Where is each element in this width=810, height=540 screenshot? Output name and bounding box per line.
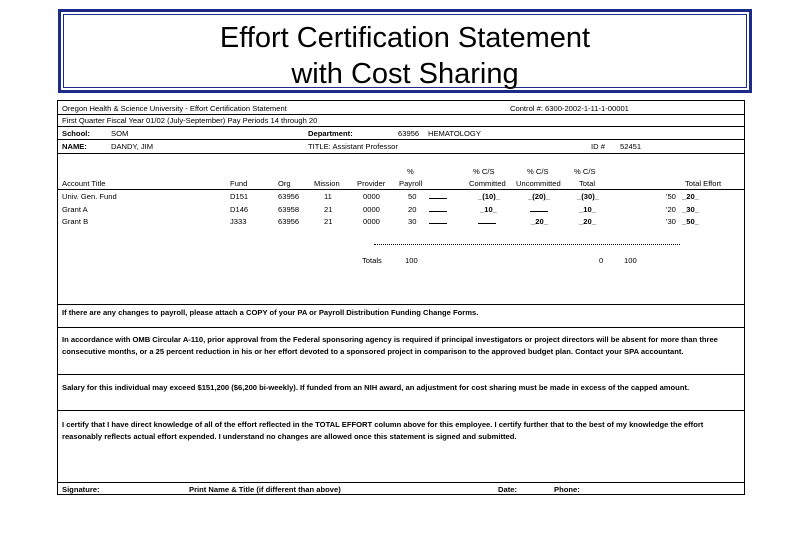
signature-label[interactable]: Signature:	[62, 485, 100, 494]
divider	[58, 153, 744, 154]
col-provider: Provider	[357, 179, 386, 188]
row-payroll: 50	[408, 192, 417, 201]
divider	[58, 304, 744, 305]
col-org: Org	[278, 179, 291, 188]
row-committed: _10_	[480, 205, 497, 214]
col-fund: Fund	[230, 179, 248, 188]
row-blank	[429, 217, 447, 226]
divider	[58, 139, 744, 140]
row-effort-prefix: '50	[666, 192, 676, 201]
row-org: 63956	[278, 217, 300, 226]
totals-cs: 0	[599, 256, 604, 265]
totals-separator	[374, 244, 680, 245]
divider	[58, 374, 744, 375]
school-value: SOM	[111, 129, 129, 138]
row-effort: _20_	[682, 192, 699, 201]
divider	[58, 126, 744, 127]
row-uncommitted: _20_	[531, 217, 548, 226]
changes-notice: If there are any changes to payroll, please attach a COPY of your PA or Payroll Distribution Funding Change Forms.	[62, 308, 479, 317]
certification-form	[57, 100, 745, 495]
print-name-label[interactable]: Print Name & Title (if different than above)	[189, 485, 341, 494]
salary-notice: Salary for this individual may exceed $151,200 ($6,200 bi-weekly). If funded from an NIH award, an adjustment for cost sharing must be made in excess of the capped amount.	[62, 383, 690, 392]
row-effort-prefix: '30	[666, 217, 676, 226]
row-provider: 0000	[363, 192, 380, 201]
col-total: Total	[579, 179, 596, 188]
row-blank	[429, 205, 447, 214]
row-blank	[429, 192, 447, 201]
name-label: NAME:	[62, 142, 87, 151]
row-mission: 11	[324, 192, 332, 201]
row-total: _(30)_	[577, 192, 599, 201]
institution-text: Oregon Health & Science University - Effort Certification Statement	[62, 104, 287, 113]
date-label[interactable]: Date:	[498, 485, 517, 494]
divider	[58, 114, 744, 115]
row-effort: _50_	[682, 217, 699, 226]
title-line-1: Effort Certification Statement	[219, 22, 591, 54]
row-account: Univ. Gen. Fund	[62, 192, 117, 201]
row-payroll: 30	[408, 217, 417, 226]
id-label: ID #	[591, 142, 605, 151]
divider	[58, 410, 744, 411]
row-fund: D151	[230, 192, 249, 201]
col-committed-top: % C/S	[473, 167, 495, 176]
school-label: School:	[62, 129, 90, 138]
document-title-box	[58, 9, 752, 93]
row-effort-prefix: '20	[666, 205, 676, 214]
circular-notice: In accordance with OMB Circular A-110, prior approval from the Federal sponsoring agency is required if principal investigators or project directors will be absent for more than three consecutive months, or a 25 percent reduction in his or her effort devoted to a sponsored project in comparison to the approved budget plan. Contact your SPA accountant.	[62, 335, 718, 356]
col-total-top: % C/S	[574, 167, 596, 176]
row-uncommitted: _(20)_	[528, 192, 550, 201]
job-title: TITLE: Assistant Professor	[308, 142, 398, 151]
row-fund: D146	[230, 205, 249, 214]
row-account: Grant A	[62, 205, 88, 214]
col-committed: Committed	[469, 179, 506, 188]
totals-label: Totals	[362, 256, 382, 265]
row-total: _10_	[579, 205, 596, 214]
department-name: HEMATOLOGY	[428, 129, 481, 138]
divider	[58, 327, 744, 328]
col-total-effort: Total Effort	[685, 179, 722, 188]
row-org: 63956	[278, 192, 300, 201]
department-code: 63956	[398, 129, 420, 138]
row-fund: J333	[230, 217, 247, 226]
row-mission: 21	[324, 205, 333, 214]
row-uncommitted-blank	[530, 205, 548, 214]
row-account: Grant B	[62, 217, 89, 226]
row-committed-blank	[478, 217, 496, 226]
row-committed: _(10)_	[478, 192, 500, 201]
name-value: DANDY, JIM	[111, 142, 154, 151]
row-mission: 21	[324, 217, 333, 226]
certification-statement: I certify that I have direct knowledge of all of the effort reflected in the TOTAL EFFORT column above for this employee. I certify further that to the best of my knowledge the effort reasonably reflects actual effort expended. I understand no changes are allowed once this statement is signed and submitted.	[62, 420, 704, 441]
row-total: _20_	[579, 217, 596, 226]
col-uncommitted-top: % C/S	[527, 167, 549, 176]
totals-payroll: 100	[405, 256, 418, 265]
divider	[58, 482, 744, 483]
divider	[58, 189, 744, 190]
col-uncommitted: Uncommitted	[516, 179, 561, 188]
row-provider: 0000	[363, 217, 380, 226]
period-text: First Quarter Fiscal Year 01/02 (July-September) Pay Periods 14 through 20	[62, 116, 318, 125]
row-payroll: 20	[408, 205, 417, 214]
control-number: Control #: 6300-2002-1-11-1-00001	[510, 104, 629, 113]
col-payroll: Payroll	[399, 179, 423, 188]
department-label: Department:	[308, 129, 353, 138]
row-provider: 0000	[363, 205, 380, 214]
row-effort: _30_	[682, 205, 699, 214]
row-org: 63958	[278, 205, 300, 214]
phone-label[interactable]: Phone:	[554, 485, 580, 494]
id-value: 52451	[620, 142, 642, 151]
col-payroll-top: %	[407, 167, 414, 176]
totals-effort: 100	[624, 256, 637, 265]
col-mission: Mission	[314, 179, 340, 188]
title-line-2: with Cost Sharing	[291, 58, 519, 90]
col-account-title: Account Title	[62, 179, 106, 188]
